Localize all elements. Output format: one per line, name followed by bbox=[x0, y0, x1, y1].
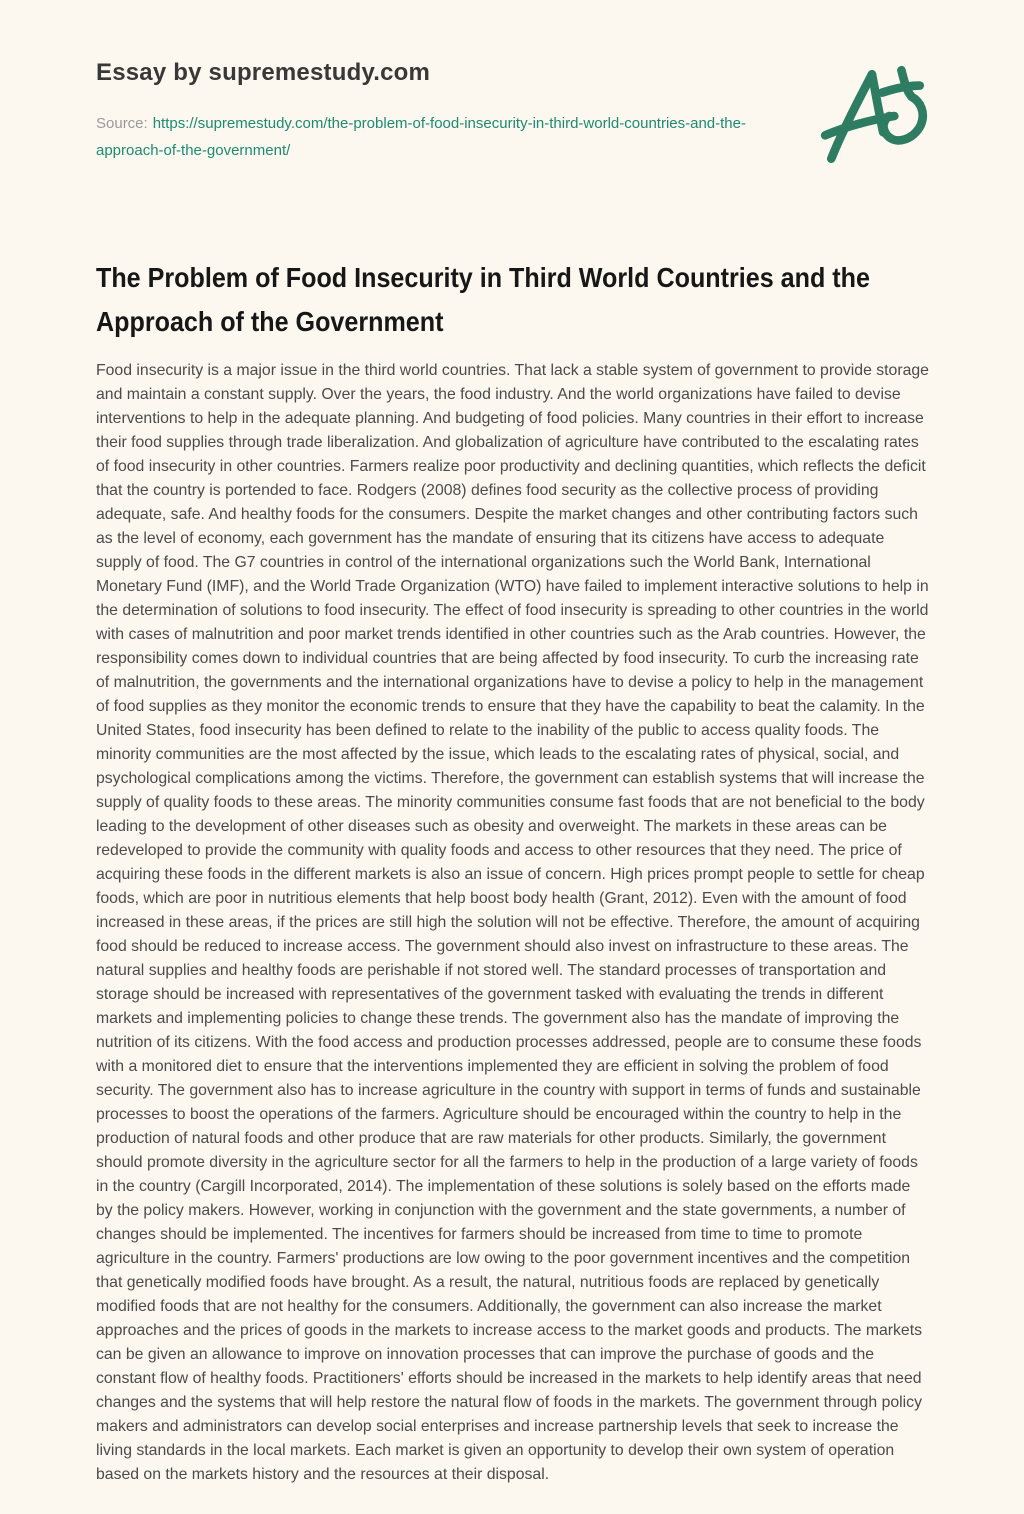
source-url-link[interactable]: https://supremestudy.com/the-problem-of-food-insecurity-in-third-world-countries-and-the-approach-of-the-government/ bbox=[96, 115, 746, 159]
source-label: Source: bbox=[96, 115, 148, 132]
essay-title: The Problem of Food Insecurity in Third World Countries and the Approach of the Government bbox=[96, 262, 870, 337]
essay-body-text: Food insecurity is a major issue in the third world countries. That lack a stable system of government to provide storage and maintain a constant supply. Over the years, the food industry. And the world organizations have failed to devise interventions to help in the adequate planning. And budgeting of food policies. Many countries in their effort to increase their food supplies through trade liberalization. And globalization of agriculture have contributed to the escalating rates of food insecurity in other countries. Farmers realize poor productivity and declining quantities, which reflects the deficit that the country is portended to face. Rodgers (2008) defines food security as the collective process of providing adequate, safe. And healthy foods for the consumers. Despite the market changes and other contributing factors such as the level of economy, each government has the mandate of ensuring that its citizens have access to adequate supply of food. The G7 countries in control of the international organizations such the World Bank, International Monetary Fund (IMF), and the World Trade Organization (WTO) have failed to implement interactive solutions to help in the determination of solutions to food insecurity. The effect of food insecurity is spreading to other countries in the world with cases of malnutrition and poor market trends identified in other countries such as the Arab countries. However, the responsibility comes down to individual countries that are being affected by food insecurity. To curb the increasing rate of malnutrition, the governments and the international organizations have to devise a policy to help in the management of food supplies as they monitor the economic trends to ensure that they have the capability to beat the calamity. In the United States, food insecurity has been defined to relate to the inability of the public to access quality foods. The minority communities are the most affected by the issue, which leads to the escalating rates of physical, social, and psychological complications among the victims. Therefore, the government can establish systems that will increase the supply of quality foods to these areas. The minority communities consume fast foods that are not beneficial to the body leading to the development of other diseases such as obesity and overweight. The markets in these areas can be redeveloped to provide the community with quality foods and access to other resources that they need. The price of acquiring these foods in the different markets is also an issue of concern. High prices prompt people to settle for cheap foods, which are poor in nutritious elements that help boost body health (Grant, 2012). Even with the amount of food increased in these areas, if the prices are still high the solution will not be effective. Therefore, the amount of acquiring food should be reduced to increase access. The government should also invest on infrastructure to these areas. The natural supplies and healthy foods are perishable if not stored well. The standard processes of transportation and storage should be increased with representatives of the government tasked with evaluating the trends in different markets and implementing policies to change these trends. The government also has the mandate of improving the nutrition of its citizens. With the food access and production processes addressed, people are to consume these foods with a monitored diet to ensure that the interventions implemented they are efficient in solving the problem of food security. The government also has to increase agriculture in the country with support in terms of funds and sustainable processes to boost the operations of the farmers. Agriculture should be encouraged within the country to help in the production of natural foods and other produce that are raw materials for other products. Similarly, the government should promote diversity in the agriculture sector for all the farmers to help in the production of a large variety of foods in the country (Cargill Incorporated, 2014). The implementation of these solutions is solely based on the efforts made by the policy makers. However, working in conjunction with the government and the state governments, a number of changes should be implemented. The incentives for farmers should be increased from time to time to promote agriculture in the country. Farmers' productions are low owing to the poor government incentives and the competition that genetically modified foods have brought. As a result, the natural, nutritious foods are replaced by genetically modified foods that are not healthy for the consumers. Additionally, the government can also increase the market approaches and the prices of goods in the markets to increase access to the market goods and products. The markets can be given an allowance to improve on innovation processes that can improve the purchase of goods and the constant flow of healthy foods. Practitioners' efforts should be increased in the markets to help identify areas that need changes and the systems that will help restore the natural flow of foods in the markets. The government through policy makers and administrators can develop social enterprises and increase partnership levels that seek to increase the living standards in the local markets. Each market is given an opportunity to develop their own system of operation based on the markets history and the resources at their disposal. bbox=[96, 362, 929, 1483]
site-title: Essay by supremestudy.com bbox=[96, 59, 431, 86]
a-plus-logo-icon bbox=[814, 54, 936, 176]
essay-content bbox=[96, 256, 928, 1487]
source-line bbox=[96, 110, 746, 164]
page-header bbox=[96, 58, 928, 164]
